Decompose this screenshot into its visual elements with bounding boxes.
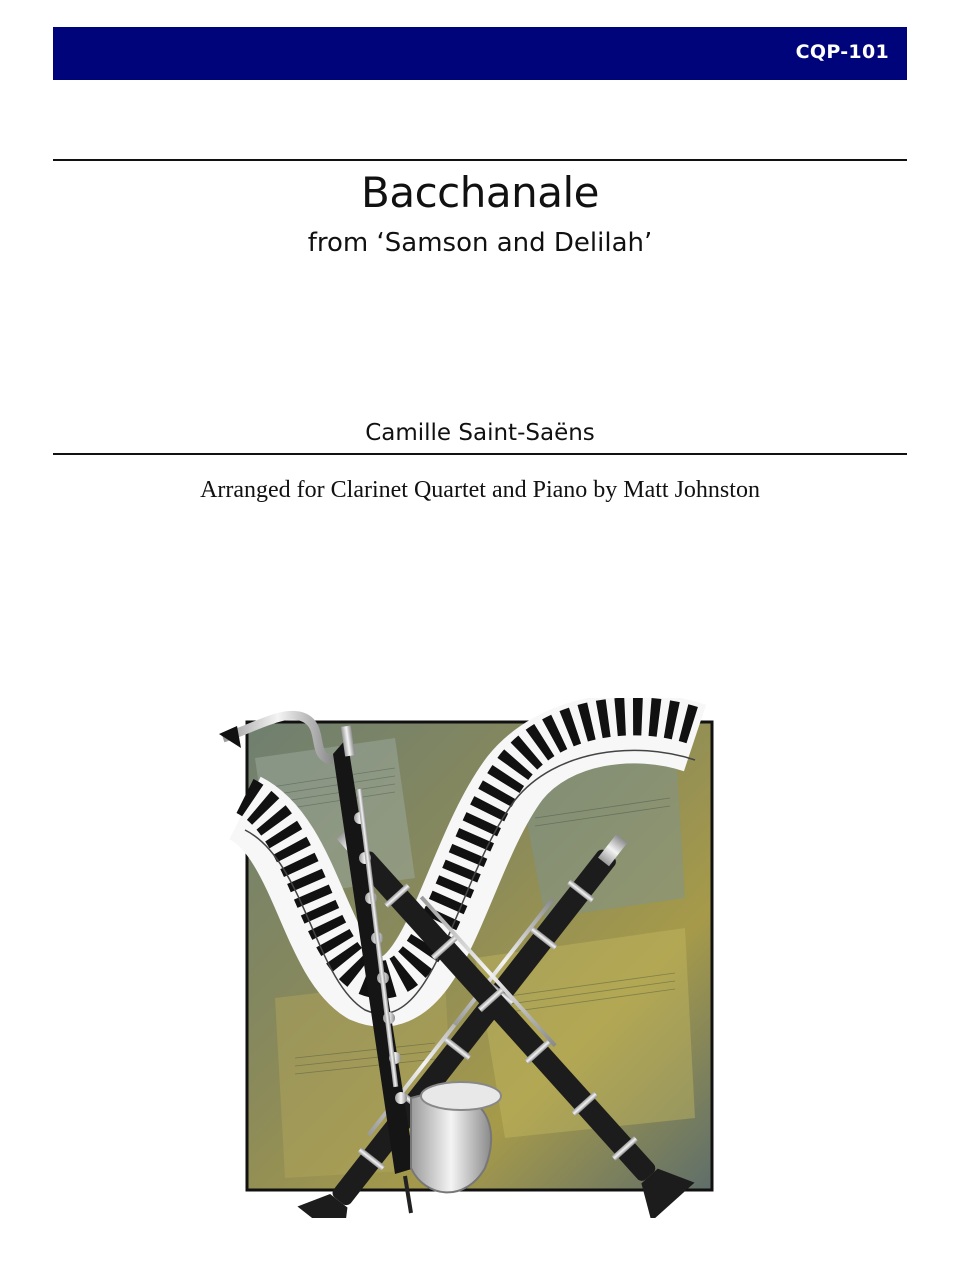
catalog-number: CQP-101 bbox=[795, 41, 889, 63]
arrangement-credit: Arranged for Clarinet Quartet and Piano by Matt Johnston bbox=[200, 477, 760, 503]
cover-artwork bbox=[215, 698, 730, 1218]
top-divider bbox=[53, 159, 907, 161]
composer-name: Camille Saint-Saëns bbox=[365, 420, 595, 446]
piece-title: Bacchanale bbox=[361, 168, 599, 217]
bottom-divider bbox=[53, 453, 907, 455]
header-banner bbox=[53, 27, 907, 80]
piece-subtitle: from ‘Samson and Delilah’ bbox=[307, 228, 653, 258]
